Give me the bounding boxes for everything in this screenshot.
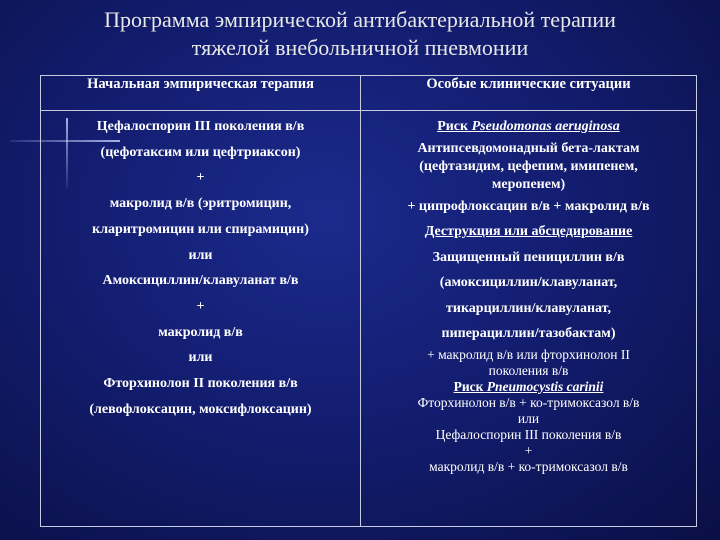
title-line-1: Программа эмпирической антибактериальной терапии <box>104 7 616 32</box>
table-header-row <box>41 76 697 111</box>
left-line: (цефотаксим или цефтриаксон) <box>100 144 301 160</box>
right-line: + <box>524 442 533 458</box>
title-line-2: тяжелой внебольничной пневмонии <box>191 35 529 60</box>
table-body-row <box>41 111 697 527</box>
pseudomonas-name: Pseudomonas aeruginosa <box>471 119 620 134</box>
risk-prefix: Риск <box>437 119 472 134</box>
right-line: (амоксициллин/клавуланат, <box>439 275 618 290</box>
left-line: (левофлоксацин, моксифлоксацин) <box>89 401 312 417</box>
right-line: или <box>517 410 540 426</box>
left-line: макролид в/в (эритромицин, <box>109 196 292 212</box>
left-line: или <box>188 247 213 263</box>
header-special-situations: Особые клинические ситуации <box>361 76 697 111</box>
initial-therapy-cell <box>41 111 361 527</box>
left-line: Цефалоспорин III поколения в/в <box>96 119 305 134</box>
pseudomonas-risk-heading <box>362 114 695 140</box>
left-line: кларитромицин или спирамицин) <box>92 221 309 237</box>
right-line: макролид в/в + ко-тримоксазол в/в <box>429 458 628 474</box>
right-line: тикарциллин/клавуланат, <box>446 300 611 316</box>
right-line: Антипсевдомонадный бета-лактам <box>417 140 640 156</box>
header-initial-therapy: Начальная эмпирическая терапия <box>41 76 361 111</box>
right-line: (цефтазидим, цефепим, имипенем, <box>419 158 638 174</box>
left-line: + <box>196 170 205 186</box>
right-line: Фторхинолон в/в + ко-тримоксазол в/в <box>417 394 640 410</box>
right-line: Цефалоспорин III поколения в/в <box>435 426 622 442</box>
pneumocystis-risk-heading <box>362 379 695 395</box>
left-line: Амоксициллин/клавуланат в/в <box>102 273 299 289</box>
slide-title <box>40 6 680 62</box>
destruction-heading: Деструкция или абсцедирование <box>424 224 633 239</box>
left-line: Фторхинолон II поколения в/в <box>103 376 298 392</box>
left-line: + <box>196 298 205 314</box>
right-line: пиперациллин/тазобактам) <box>441 326 616 341</box>
pneumocystis-name: Pneumocystis carinii <box>486 378 604 394</box>
right-line: меропенем) <box>491 176 566 192</box>
therapy-table <box>40 75 697 527</box>
right-line: + ципрофлоксацин в/в + макролид в/в <box>407 198 650 214</box>
special-situations-cell <box>361 111 697 527</box>
right-line: Защищенный пенициллин в/в <box>432 249 625 265</box>
left-line: макролид в/в <box>158 324 243 340</box>
risk-prefix: Риск <box>453 378 487 394</box>
right-line: + макролид в/в или фторхинолон II <box>427 346 630 362</box>
left-line: или <box>188 350 213 366</box>
right-line: поколения в/в <box>488 362 569 378</box>
